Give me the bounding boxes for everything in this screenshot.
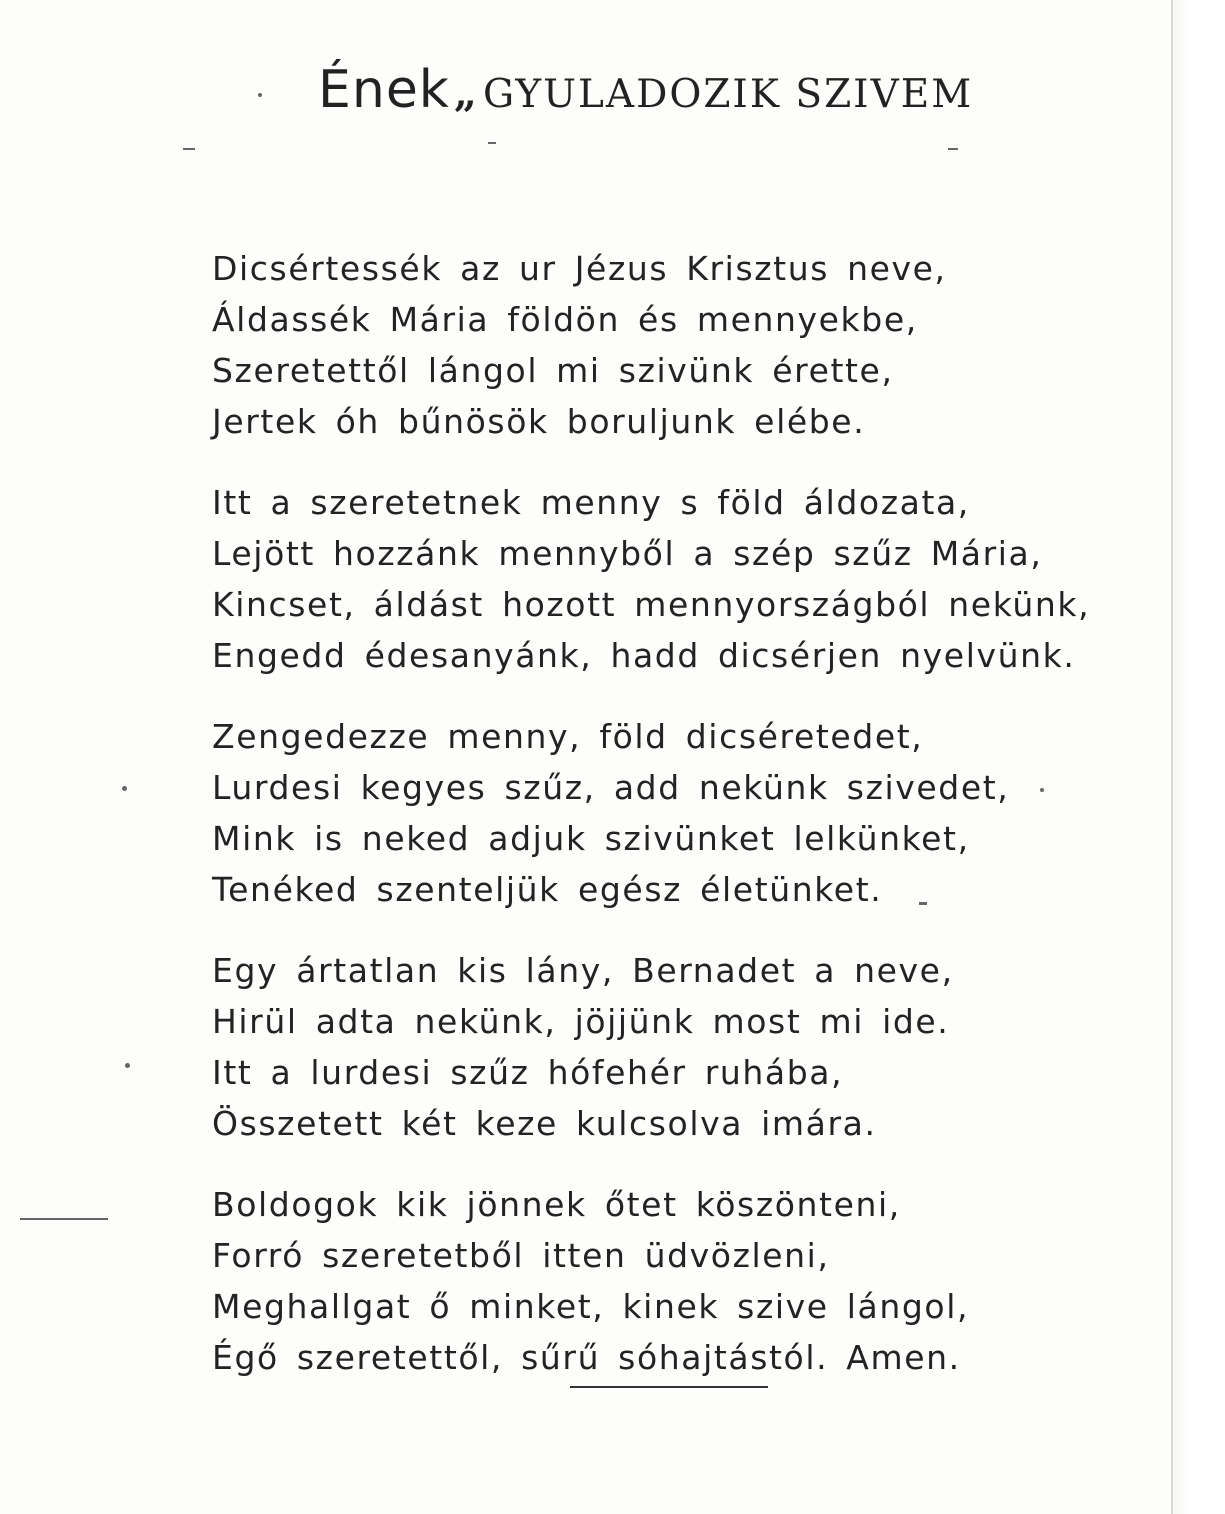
verse-line: Hirül adta nekünk, jöjjünk most mi ide. xyxy=(212,1002,950,1041)
verse-line: Forró szeretetből itten üdvözleni, xyxy=(212,1236,830,1275)
title-word: Ének xyxy=(318,60,450,120)
verse-line: Jertek óh bűnösök boruljunk elébe. xyxy=(212,402,866,441)
title-quote-mark: „ xyxy=(453,70,477,117)
verse-line: Lejött hozzánk mennyből a szép szűz Mária, xyxy=(212,534,1043,573)
verse-line: Itt a lurdesi szűz hófehér ruhába, xyxy=(212,1053,844,1092)
print-speck xyxy=(125,1063,130,1068)
paper-edge xyxy=(1171,0,1225,1514)
verse-line: Zengedezze menny, föld dicséretedet, xyxy=(212,717,924,756)
page-title xyxy=(318,60,1138,130)
verse-line: Összetett két keze kulcsolva imára. xyxy=(212,1104,877,1143)
verse-line: Boldogok kik jönnek őtet köszönteni, xyxy=(212,1185,901,1224)
verse-line: Szeretettől lángol mi szivünk érette, xyxy=(212,351,894,390)
print-speck xyxy=(122,786,127,791)
verse-line: Kincset, áldást hozott mennyországból nekünk, xyxy=(212,585,1091,624)
stanza xyxy=(212,243,1112,447)
print-speck xyxy=(183,148,195,150)
verse-line: Itt a szeretetnek menny s föld áldozata, xyxy=(212,483,970,522)
verse-line: Mink is neked adjuk szivünket lelkünket, xyxy=(212,819,970,858)
verse-line: Lurdesi kegyes szűz, add nekünk szivedet, xyxy=(212,768,1010,807)
stanza xyxy=(212,945,1112,1149)
closing-divider xyxy=(570,1386,768,1388)
verse-line: Egy ártatlan kis lány, Bernadet a neve, xyxy=(212,951,954,990)
print-speck xyxy=(488,142,496,144)
print-speck xyxy=(948,148,958,150)
print-speck xyxy=(20,1218,108,1220)
verse-line: Tenéked szenteljük egész életünket. xyxy=(212,870,883,909)
print-speck xyxy=(258,93,262,97)
poem-body xyxy=(212,243,1112,1413)
stanza xyxy=(212,711,1112,915)
title-subtitle: GYULADOZIK SZIVEM xyxy=(482,72,974,117)
verse-line: Dicsértessék az ur Jézus Krisztus neve, xyxy=(212,249,947,288)
verse-line: Engedd édesanyánk, hadd dicsérjen nyelvünk. xyxy=(212,636,1076,675)
verse-line: Meghallgat ő minket, kinek szive lángol, xyxy=(212,1287,970,1326)
stanza xyxy=(212,1179,1112,1383)
verse-line: Égő szeretettől, sűrű sóhajtástól. Amen. xyxy=(212,1338,961,1377)
stanza xyxy=(212,477,1112,681)
verse-line: Áldassék Mária földön és mennyekbe, xyxy=(212,300,918,339)
